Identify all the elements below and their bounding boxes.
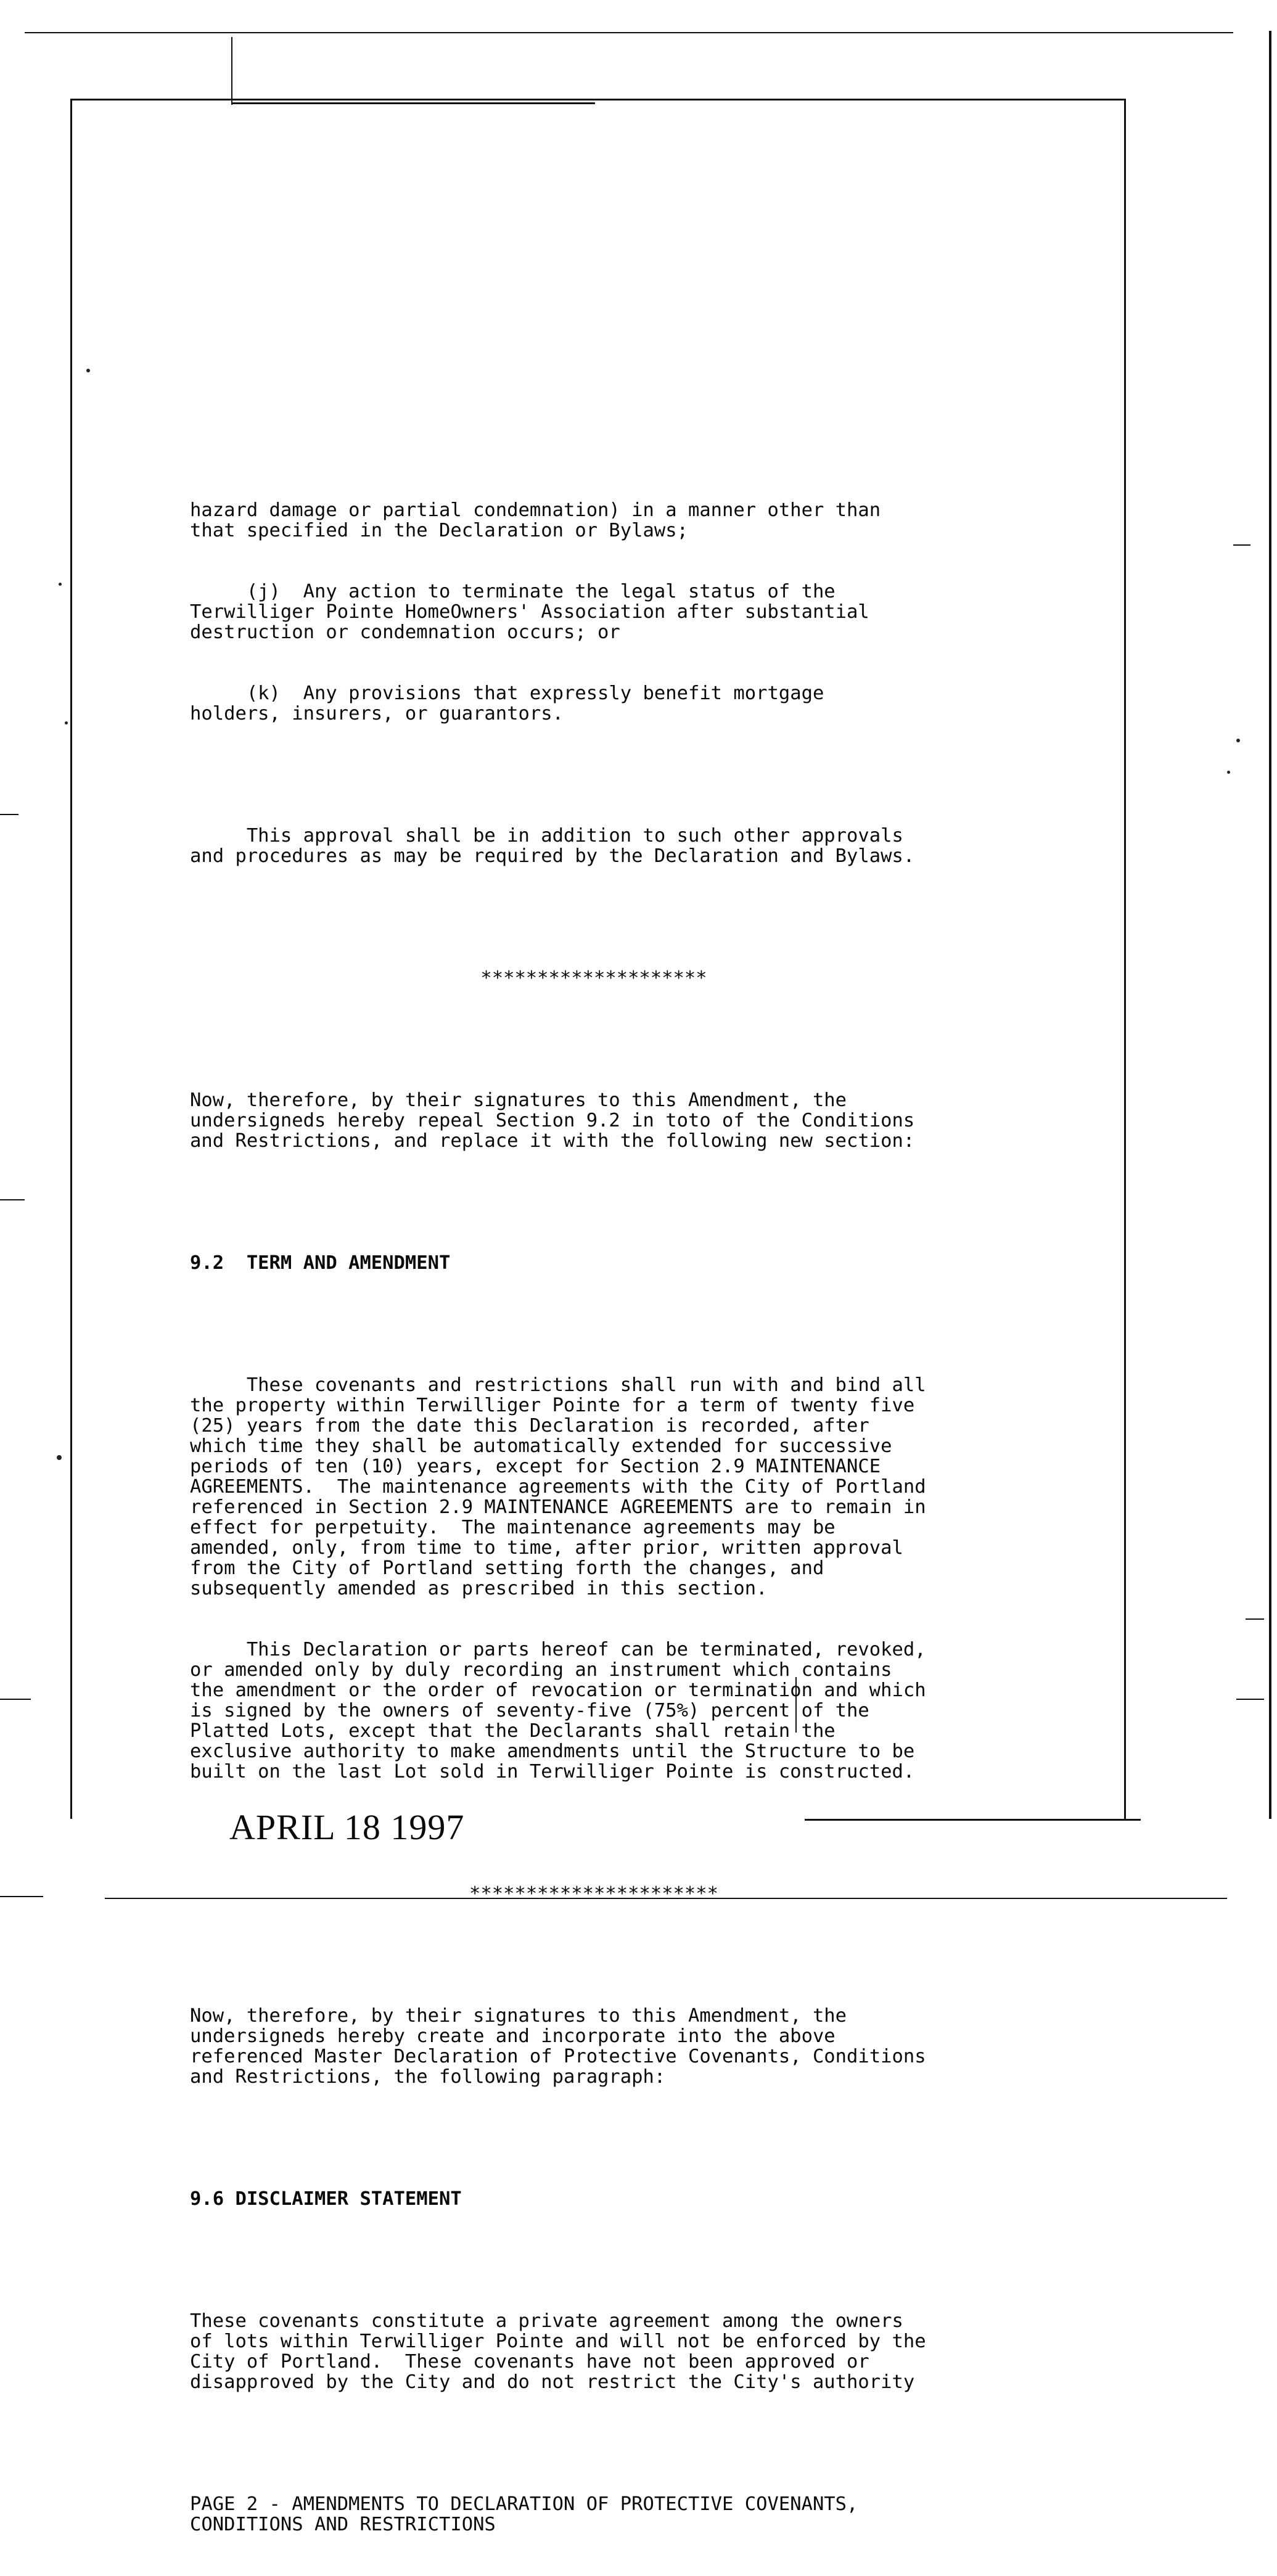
amendment-intro-create: Now, therefore, by their signatures to this Amendment, the undersigneds hereby create and incorporate into the above referenced Master Declaration of Protective Covenants, Conditions and Restrictions, the following paragraph:: [190, 2005, 926, 2088]
asterisk-separator: ********************: [480, 967, 707, 989]
page-footer: PAGE 2 - AMENDMENTS TO DECLARATION OF PROTECTIVE COVENANTS, CONDITIONS AND RESTRICTIONS: [190, 2493, 858, 2535]
right-edge-line: [1269, 31, 1271, 1819]
right-margin-mark: [1246, 1618, 1264, 1620]
scan-speck: [59, 583, 62, 586]
scan-speck: [86, 369, 90, 372]
top-scan-line: [25, 32, 1233, 33]
document-body: [190, 459, 1029, 2575]
scan-speck: [1227, 771, 1230, 774]
continuation-text: hazard damage or partial condemnation) in a manner other than that specified in the Declaration or Bylaws;: [190, 499, 881, 541]
section-9-6-paragraph: These covenants constitute a private agreement among the owners of lots within Terwilliger Pointe and will not be enforced by the City of Portland. These covenants have not been approved or disapproved by the City and do not restrict the City's authority: [190, 2310, 926, 2393]
asterisk-separator: **********************: [469, 1883, 718, 1905]
left-margin-mark: [0, 1699, 31, 1700]
date-stamp: APRIL 18 1997: [229, 1807, 465, 1847]
section-9-2-heading: 9.2 TERM AND AMENDMENT: [190, 1252, 451, 1274]
right-margin-mark: [1233, 544, 1250, 546]
section-9-6-heading: 9.6 DISCLAIMER STATEMENT: [190, 2188, 462, 2210]
left-margin-mark: [0, 814, 18, 815]
section-9-2-amendment-paragraph: This Declaration or parts hereof can be terminated, revoked, or amended only by duly recording an instrument which contains the amendment or the order of revocation or termination and which is signed by the owners of seventy-five (75%) percent of the Platted Lots, except that the Declarants shall retain the exclusive authority to make amendments until the Structure to be built on the last Lot sold in Terwilliger Pointe is constructed.: [190, 1639, 926, 1782]
top-tab-line: [231, 37, 232, 105]
left-margin-mark: [0, 1896, 43, 1897]
section-9-2-term-paragraph: These covenants and restrictions shall run with and bind all the property within Terwilliger Pointe for a term of twenty five (25) years from the date this Declaration is recorded, after which time they shall be automatically extended for successive periods of ten (10) years, except for Section 2.9 MAINTENANCE AGREEMENTS. The maintenance agreements with the City of Portland referenced in Section 2.9 MAINTENANCE AGREEMENTS are to remain in effect for perpetuity. The maintenance agreements may be amended, only, from time to time, after prior, written approval from the City of Portland setting forth the changes, and subsequently amended as prescribed in this section.: [190, 1374, 926, 1599]
right-margin-mark: [1236, 1699, 1264, 1700]
amendment-intro-repeal: Now, therefore, by their signatures to this Amendment, the undersigneds hereby repeal Section 9.2 in toto of the Conditions and Restrictions, and replace it with the following new section:: [190, 1089, 915, 1152]
item-k: (k) Any provisions that expressly benefit mortgage holders, insurers, or guarantors.: [190, 683, 824, 724]
scan-speck: [1236, 739, 1240, 742]
approval-paragraph: This approval shall be in addition to such other approvals and procedures as may be required by the Declaration and Bylaws.: [190, 825, 915, 867]
left-margin-mark: [0, 1199, 25, 1200]
scan-speck: [57, 1455, 62, 1460]
item-j: (j) Any action to terminate the legal status of the Terwilliger Pointe HomeOwners' Association after substantial destruction or condemnation occurs; or: [190, 581, 869, 643]
scan-speck: [65, 721, 68, 724]
